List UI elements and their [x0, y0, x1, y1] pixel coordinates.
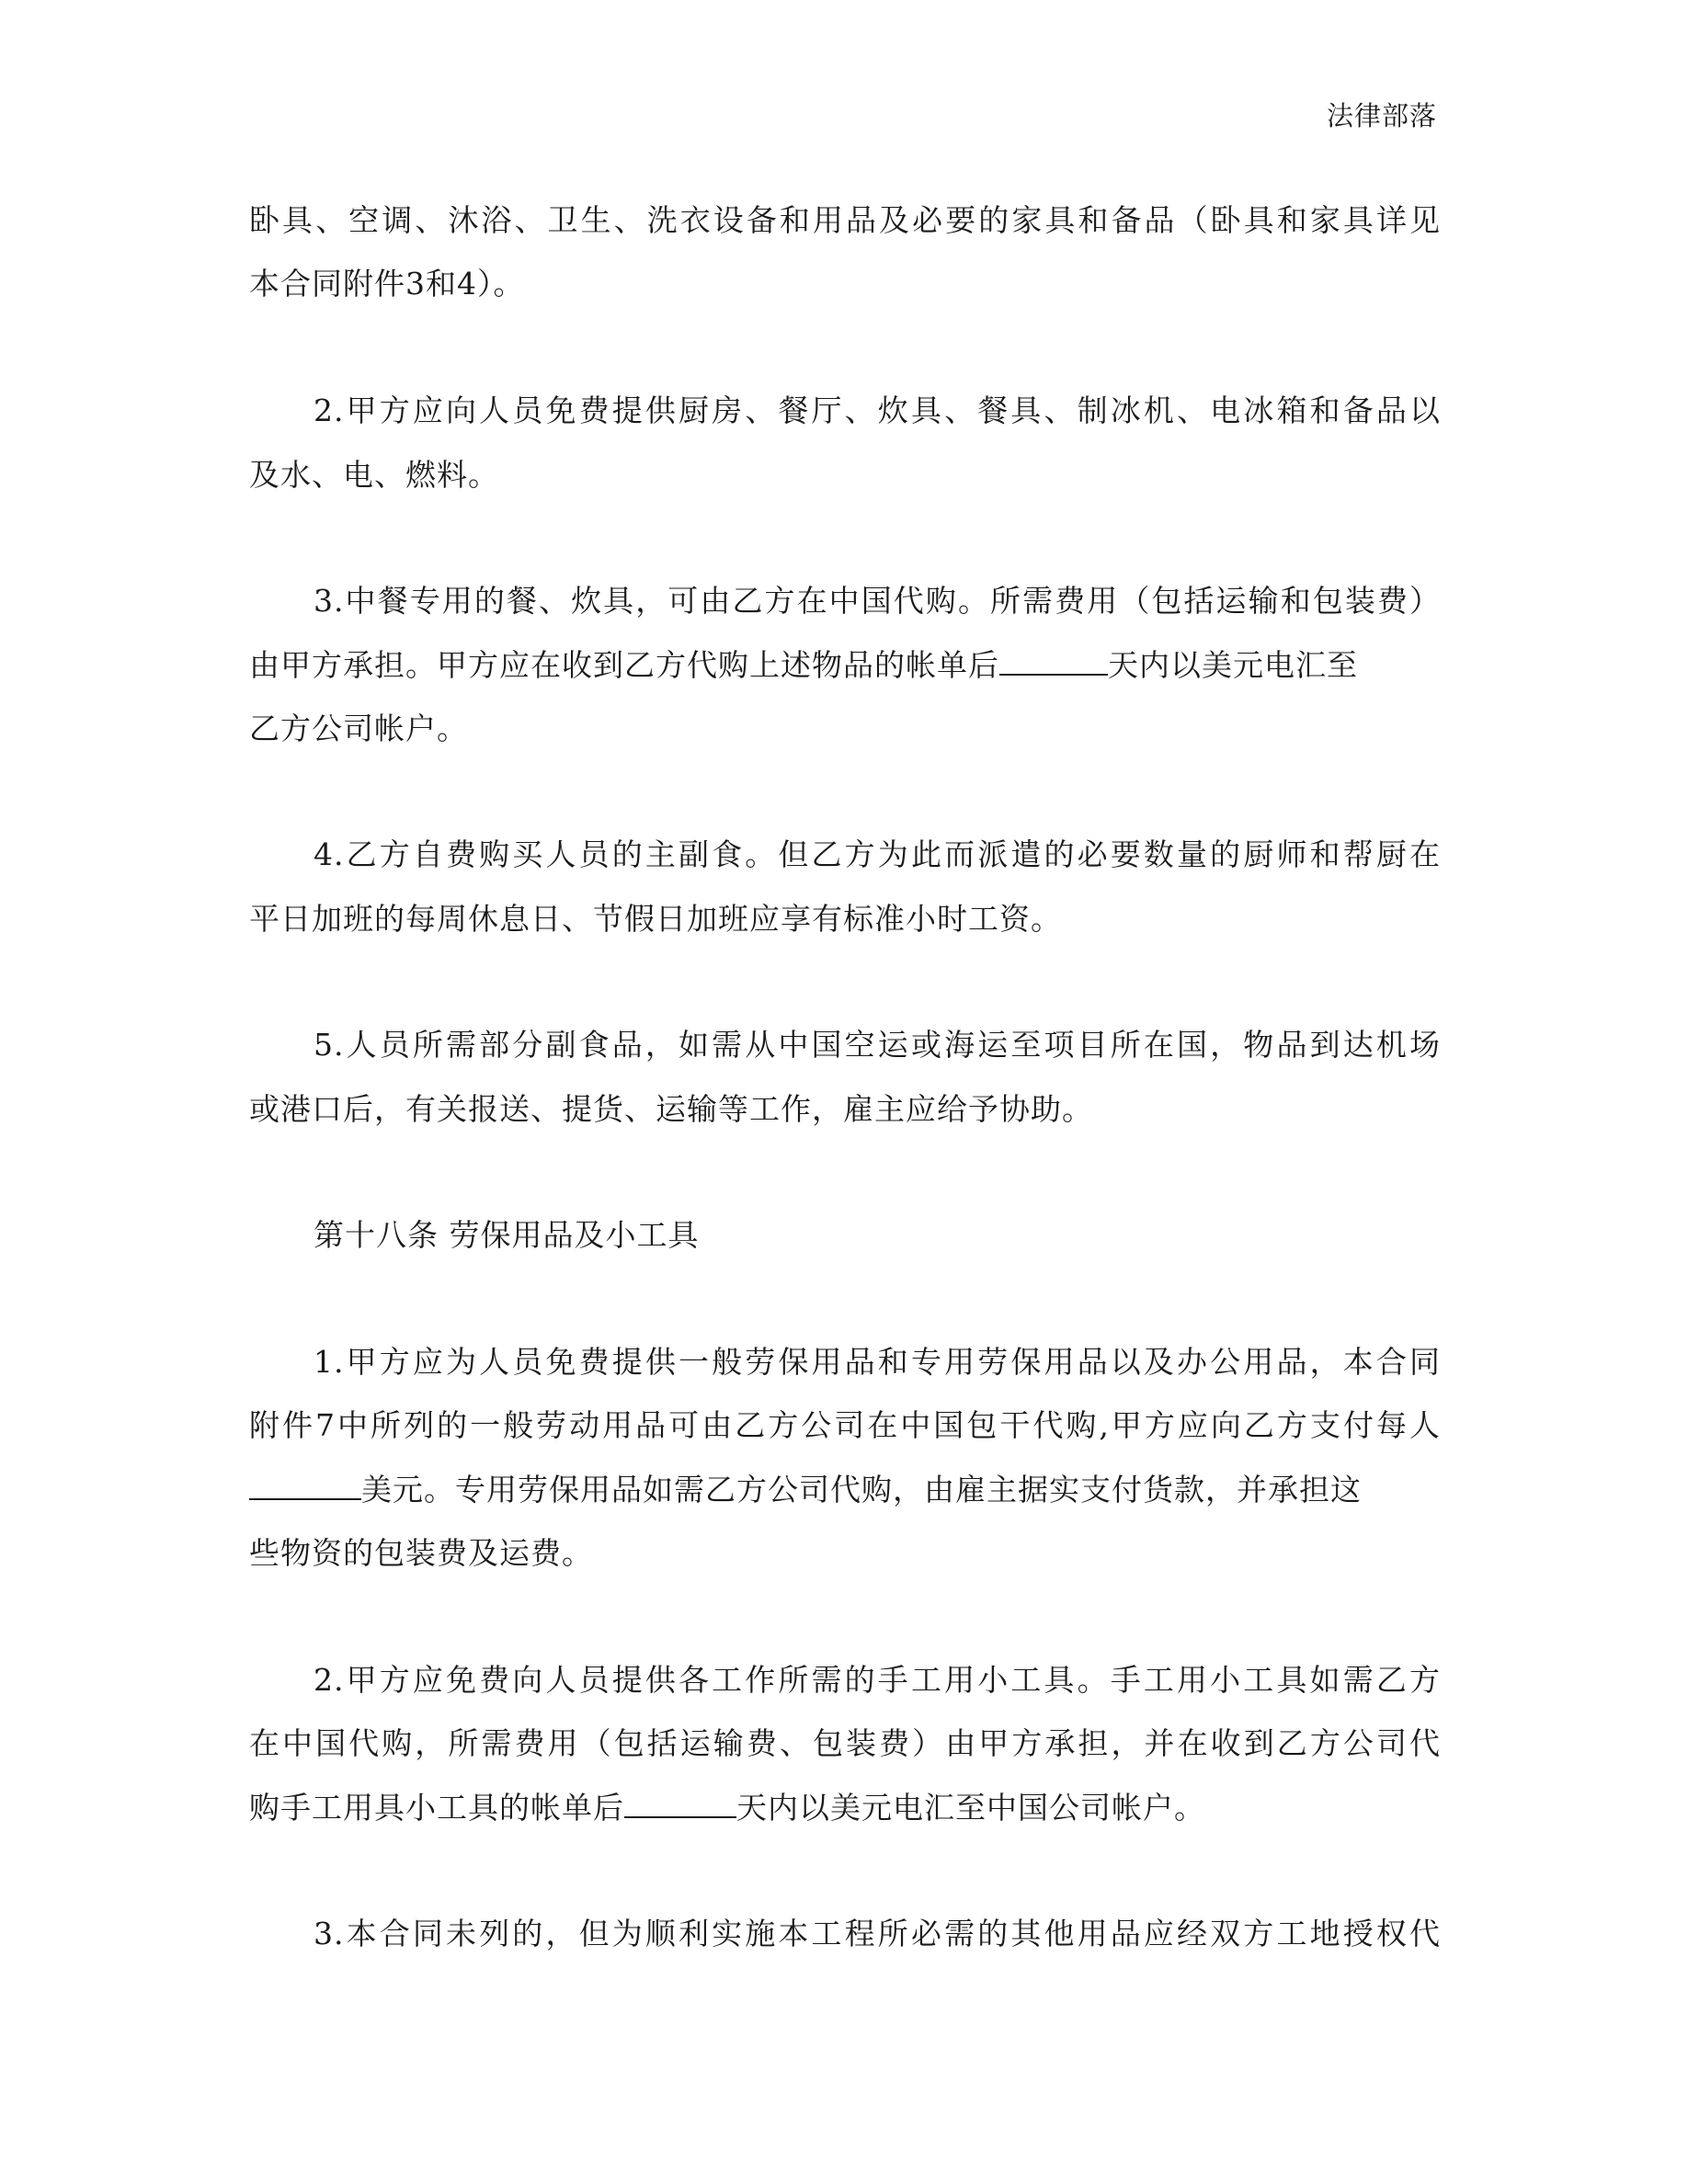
- text-segment: 购手工用具小工具的帐单后: [249, 1790, 624, 1826]
- fill-in-blank: [249, 1469, 361, 1500]
- text-line: 卧具、空调、沐浴、卫生、洗衣设备和用品及必要的家具和备品（卧具和家具详见: [249, 202, 1441, 238]
- text-line: [249, 1469, 1441, 1510]
- text-segment: 由甲方承担。甲方应在收到乙方代购上述物品的帐单后: [249, 647, 999, 683]
- text-segment: 美元。专用劳保用品如需乙方公司代购，由雇主据实支付货款，并承担这: [361, 1472, 1362, 1507]
- text-line: 乙方公司帐户。: [249, 711, 468, 746]
- text-line: 3.本合同未列的，但为顺利实施本工程所必需的其他用品应经双方工地授权代: [314, 1916, 1441, 1951]
- text-line: 2.甲方应向人员免费提供厨房、餐厅、炊具、餐具、制冰机、电冰箱和备品以: [314, 392, 1441, 428]
- text-line: 4.乙方自费购买人员的主副食。但乙方为此而派遣的必要数量的厨师和帮厨在: [314, 836, 1441, 872]
- fill-in-blank: [999, 644, 1108, 676]
- text-line: [249, 644, 1441, 686]
- text-segment: 天内以美元电汇至: [1108, 647, 1358, 683]
- text-line: 本合同附件3和4）。: [249, 266, 525, 301]
- text-line: 5.人员所需部分副食品，如需从中国空运或海运至项目所在国，物品到达机场: [314, 1027, 1441, 1063]
- page-header: 法律部落: [1326, 100, 1437, 131]
- text-line: 1.甲方应为人员免费提供一般劳保用品和专用劳保用品以及办公用品，本合同: [314, 1344, 1441, 1380]
- text-line: 平日加班的每周休息日、节假日加班应享有标准小时工资。: [249, 901, 1062, 937]
- text-line: 及水、电、燃料。: [249, 457, 499, 493]
- text-line: 在中国代购，所需费用（包括运输费、包装费）由甲方承担，并在收到乙方公司代: [249, 1725, 1441, 1761]
- text-segment: 天内以美元电汇至中国公司帐户。: [736, 1790, 1205, 1826]
- fill-in-blank: [624, 1787, 736, 1818]
- text-line: 些物资的包装费及运费。: [249, 1535, 593, 1571]
- text-line: 3.中餐专用的餐、炊具，可由乙方在中国代购。所需费用（包括运输和包装费）: [314, 583, 1441, 619]
- text-line: 附件7中所列的一般劳动用品可由乙方公司在中国包干代购,甲方应向乙方支付每人: [249, 1407, 1441, 1443]
- article-heading: 第十八条 劳保用品及小工具: [314, 1217, 700, 1253]
- text-line: 2.甲方应免费向人员提供各工作所需的手工用小工具。手工用小工具如需乙方: [314, 1662, 1441, 1698]
- text-line: [249, 1787, 1441, 1828]
- text-line: 或港口后，有关报送、提货、运输等工作，雇主应给予协助。: [249, 1091, 1093, 1127]
